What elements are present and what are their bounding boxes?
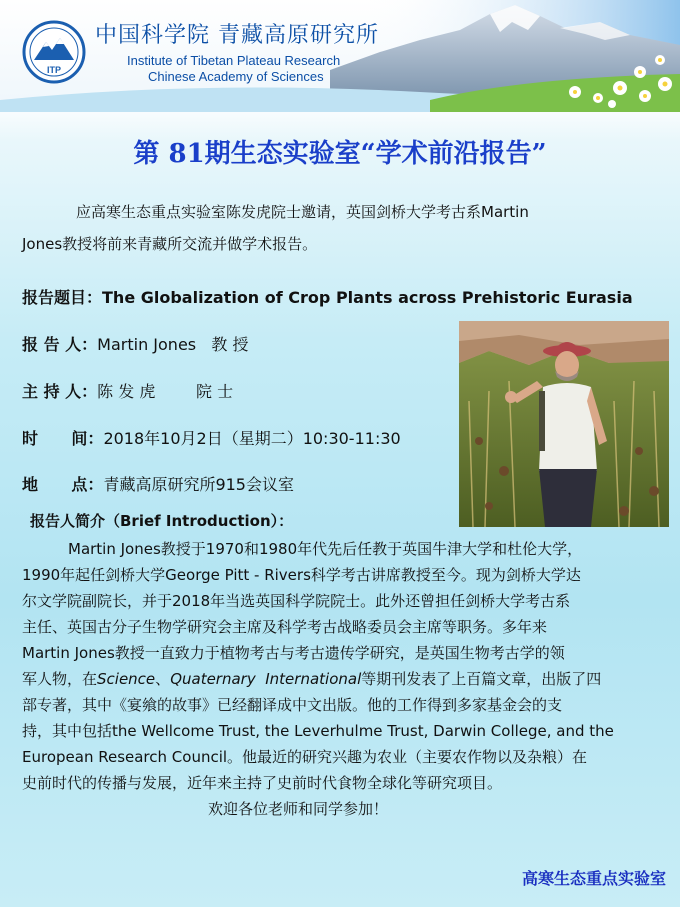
intro-line-1: 应高寒生态重点实验室陈发虎院士邀请，英国剑桥大学考古系Martin <box>76 203 529 221</box>
host-field <box>22 379 233 402</box>
time-value: 2018年10月2日（星期二）10:30-11:30 <box>103 429 401 448</box>
welcome-line: 欢迎各位老师和同学参加！ <box>208 800 389 818</box>
bio-line: 史前时代的传播与发展，近年来主持了史前时代食物全球化等研究项目。 <box>22 774 503 792</box>
academy-english-name: Chinese Academy of Sciences <box>148 69 324 84</box>
place-label: 地 点： <box>22 475 104 494</box>
bio-text: 、 <box>155 670 171 688</box>
bio-line: 持，其中包括the Wellcome Trust, the Leverhulme Trust, Darwin College, and the <box>22 722 614 740</box>
host-value: 陈 发 虎 院 士 <box>97 382 234 401</box>
header-banner <box>0 0 680 112</box>
time-field <box>22 426 401 449</box>
topic-label: 报告题目： <box>22 288 103 307</box>
bio-text: 等期刊发表了上百篇文章，出版了四 <box>361 670 602 688</box>
topic-value: The Globalization of Crop Plants across Prehistoric Eurasia <box>102 288 633 307</box>
institute-logo <box>22 20 86 84</box>
logo-text: ITP <box>46 65 62 75</box>
bio-line: Martin Jones教授于1970和1980年代先后任教于英国牛津大学和杜伦大学， <box>68 540 583 558</box>
journal-quaternary-international: Quaternary International <box>170 670 362 688</box>
bio-line: 1990年起任剑桥大学George Pitt - Rivers科学考古讲席教授至今。现为剑桥大学达 <box>22 566 581 584</box>
bio-line: 尔文学院副院长，并于2018年当选英国科学院院士。此外还曾担任剑桥大学考古系 <box>22 592 571 610</box>
institute-chinese-name: 中国科学院 青藏高原研究所 <box>95 23 379 48</box>
time-label: 时 间： <box>22 429 104 448</box>
host-label: 主 持 人： <box>22 382 98 401</box>
intro-line-2: Jones教授将前来青藏所交流并做学术报告。 <box>22 235 318 253</box>
speaker-label: 报 告 人： <box>22 335 98 354</box>
bio-line: 主任、英国古分子生物学研究会主席及科学考古战略委员会主席等职务。多年来 <box>22 618 548 636</box>
organizer-signature: 高寒生态重点实验室 <box>521 869 666 888</box>
bio-line: Martin Jones教授一直致力于植物考古与考古遗传学研究，是英国生物考古学的领 <box>22 644 565 662</box>
bio-line <box>22 666 662 692</box>
bio-line: 部专著，其中《宴飨的故事》已经翻译成中文出版。他的工作得到多家基金会的支 <box>22 696 563 714</box>
bio-heading: 报告人简介（Brief Introduction）： <box>30 512 294 530</box>
page-title: 第 81期生态实验室“学术前沿报告” <box>133 139 547 169</box>
bio-paragraph <box>22 536 662 822</box>
journal-science: Science <box>97 670 156 688</box>
bio-line: European Research Council。他最近的研究兴趣为农业（主要农作物以及杂粮）在 <box>22 748 588 766</box>
place-field <box>22 472 294 495</box>
bio-text: 军人物，在 <box>22 670 98 688</box>
topic-field <box>22 285 633 308</box>
speaker-field <box>22 332 248 355</box>
institute-english-name: Institute of Tibetan Plateau Research <box>127 53 341 68</box>
speaker-photo <box>459 321 669 527</box>
speaker-value: Martin Jones 教 授 <box>97 335 249 354</box>
place-value: 青藏高原研究所915会议室 <box>103 475 294 494</box>
